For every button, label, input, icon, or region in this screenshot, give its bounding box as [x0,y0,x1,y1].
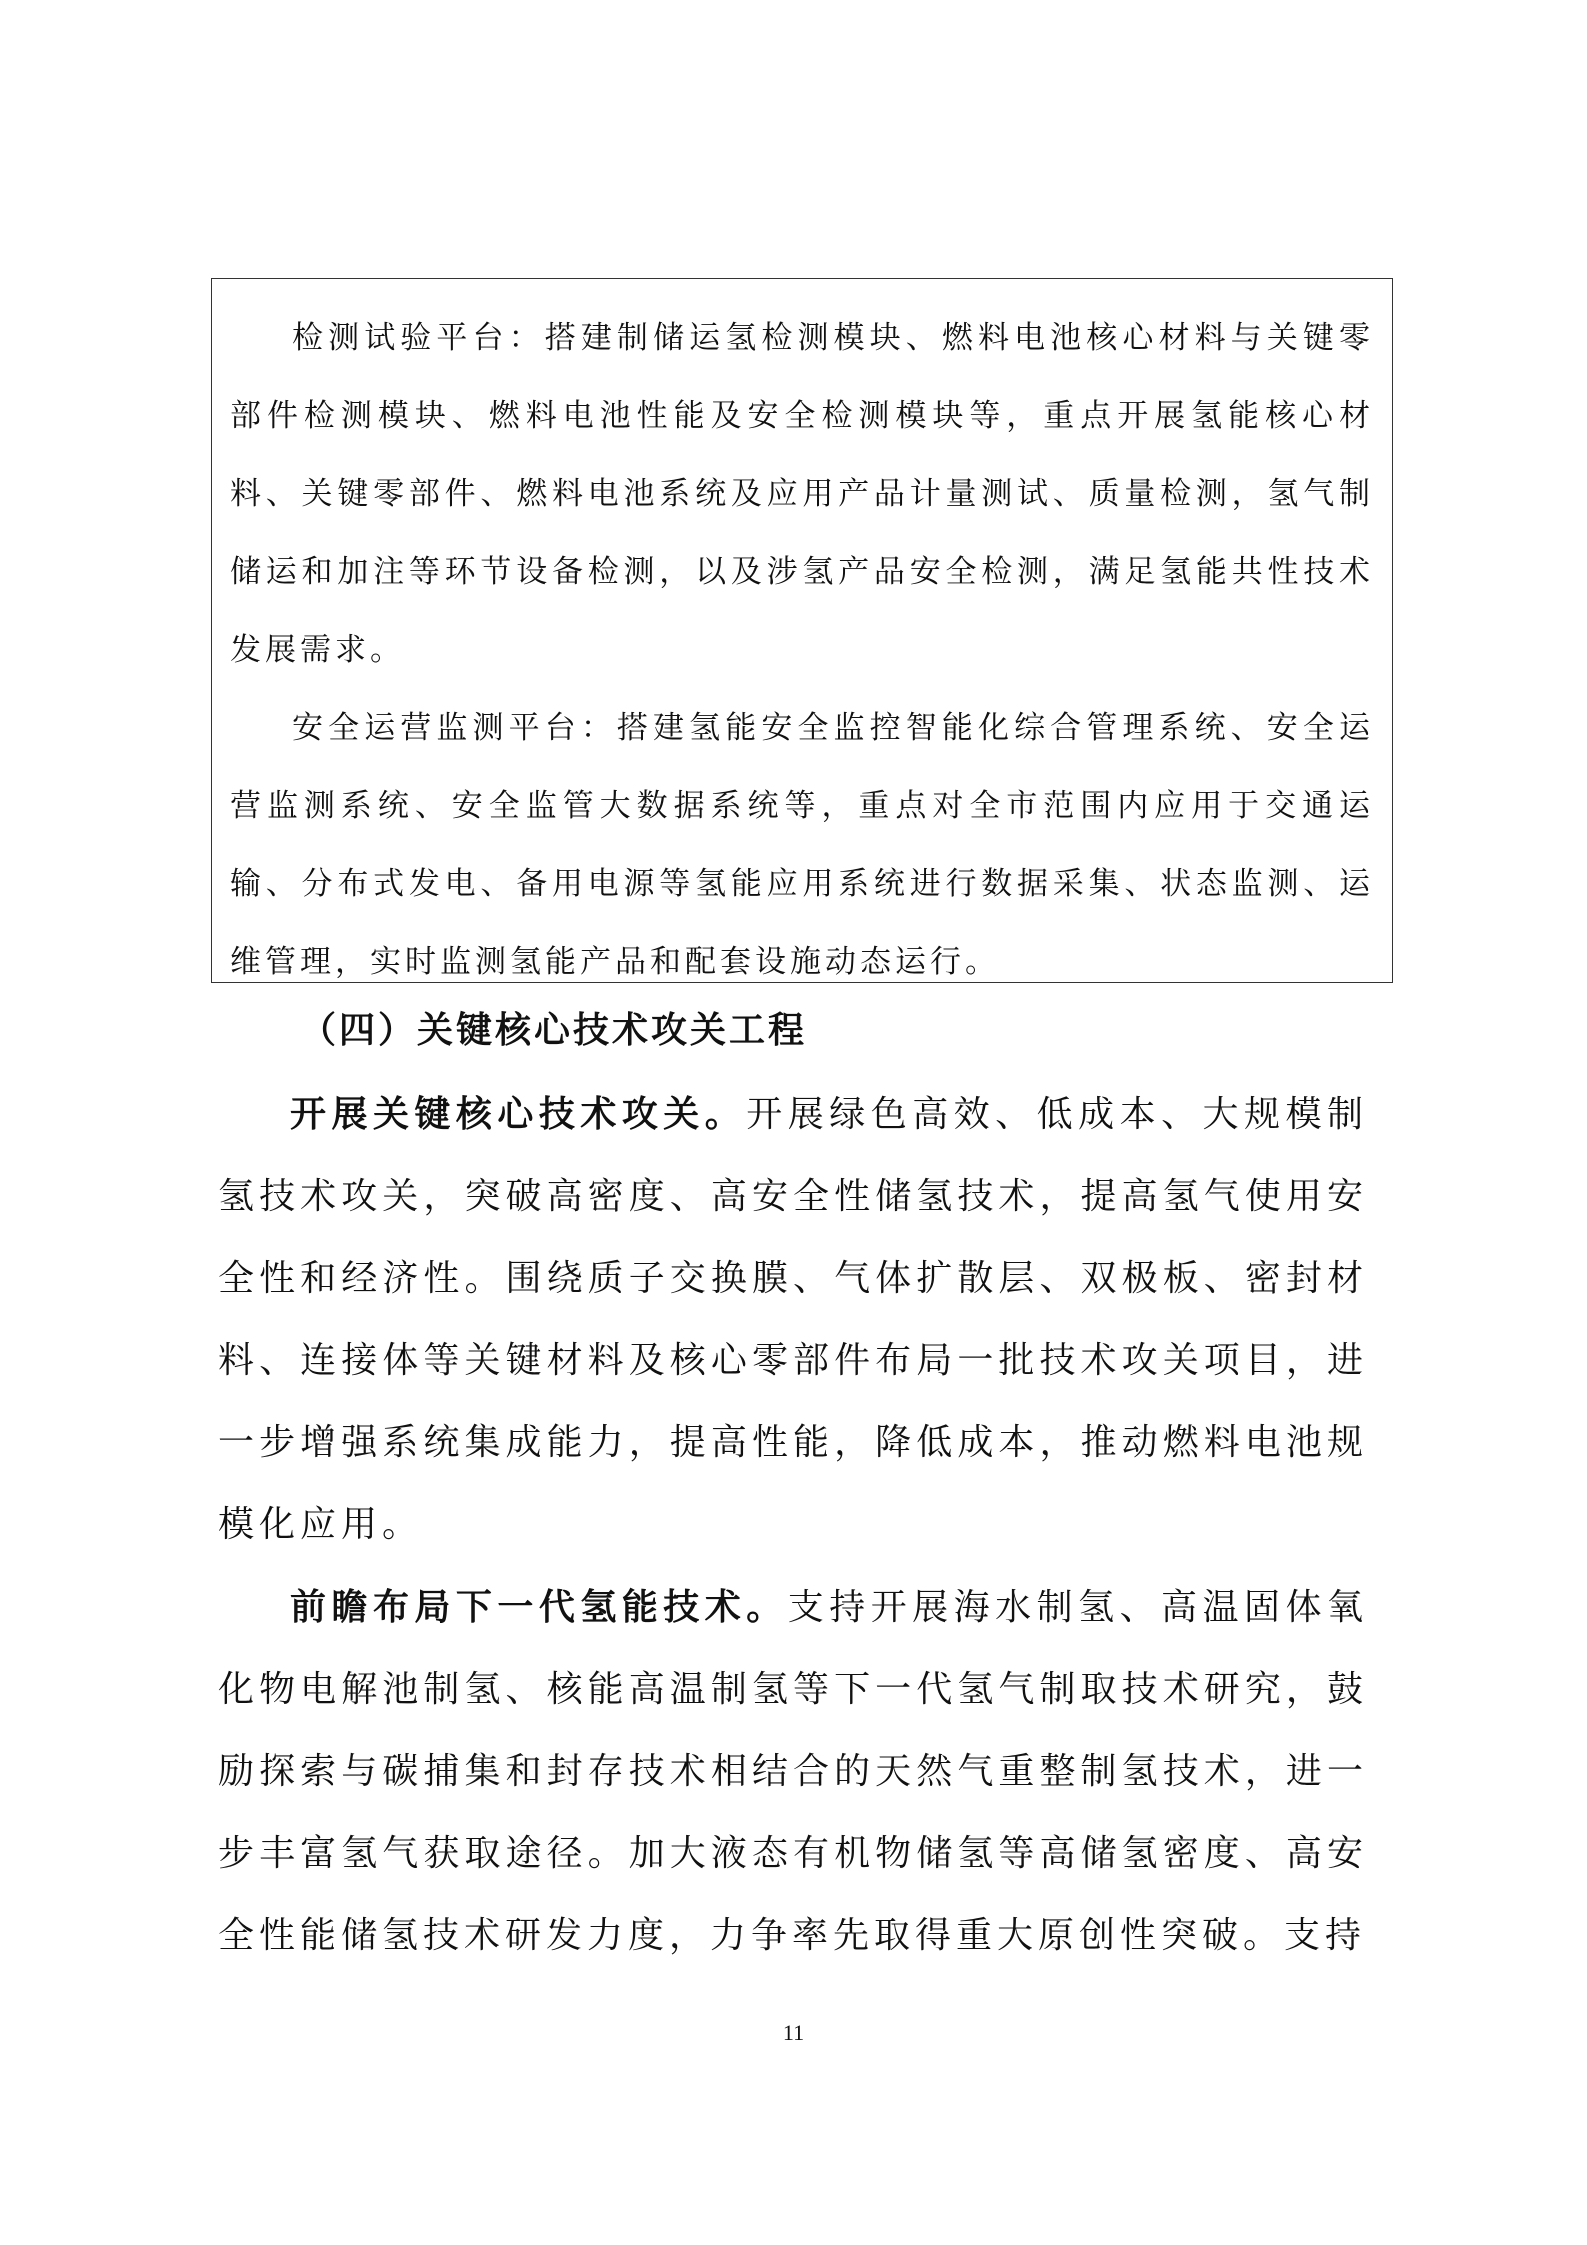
page-number: 11 [782,2020,805,2045]
tech-breakthrough-paragraph [218,1073,1368,1566]
section-heading: （四）关键核心技术攻关工程 [300,1009,808,1051]
paragraph-lead: 前瞻布局下一代氢能技术。 [290,1586,788,1628]
platform-description-box [211,278,1393,983]
paragraph-text: 支持开展海水制氢、高温固体氧化物电解池制氢、核能高温制氢等下一代氢气制取技术研究，鼓励探索与碳捕集和封存技术相结合的天然气重整制氢技术，进一步丰富氢气获取途径。加大液态有机物储氢等高储氢密度、高安全性能储氢技术研发力度，力争率先取得重大原创性突破。支持 [218,1587,1368,1956]
testing-platform-paragraph: 检测试验平台：搭建制储运氢检测模块、燃料电池核心材料与关键零部件检测模块、燃料电池性能及安全检测模块等，重点开展氢能核心材料、关键零部件、燃料电池系统及应用产品计量测试、质量检测，氢气制储运和加注等环节设备检测，以及涉氢产品安全检测，满足氢能共性技术发展需求。 [230,320,1374,668]
paragraph-text: 开展绿色高效、低成本、大规模制氢技术攻关，突破高密度、高安全性储氢技术，提高氢气使用安全性和经济性。围绕质子交换膜、气体扩散层、双极板、密封材料、连接体等关键材料及核心零部件布局一批技术攻关项目，进一步增强系统集成能力，提高性能，降低成本，推动燃料电池规模化应用。 [218,1094,1368,1545]
body-text [218,1073,1368,1977]
safety-monitoring-paragraph: 安全运营监测平台：搭建氢能安全监控智能化综合管理系统、安全运营监测系统、安全监管大数据系统等，重点对全市范围内应用于交通运输、分布式发电、备用电源等氢能应用系统进行数据采集、状态监测、运维管理，实时监测氢能产品和配套设施动态运行。 [230,710,1374,980]
next-gen-tech-paragraph [218,1566,1368,1977]
paragraph-lead: 开展关键核心技术攻关。 [290,1093,747,1135]
